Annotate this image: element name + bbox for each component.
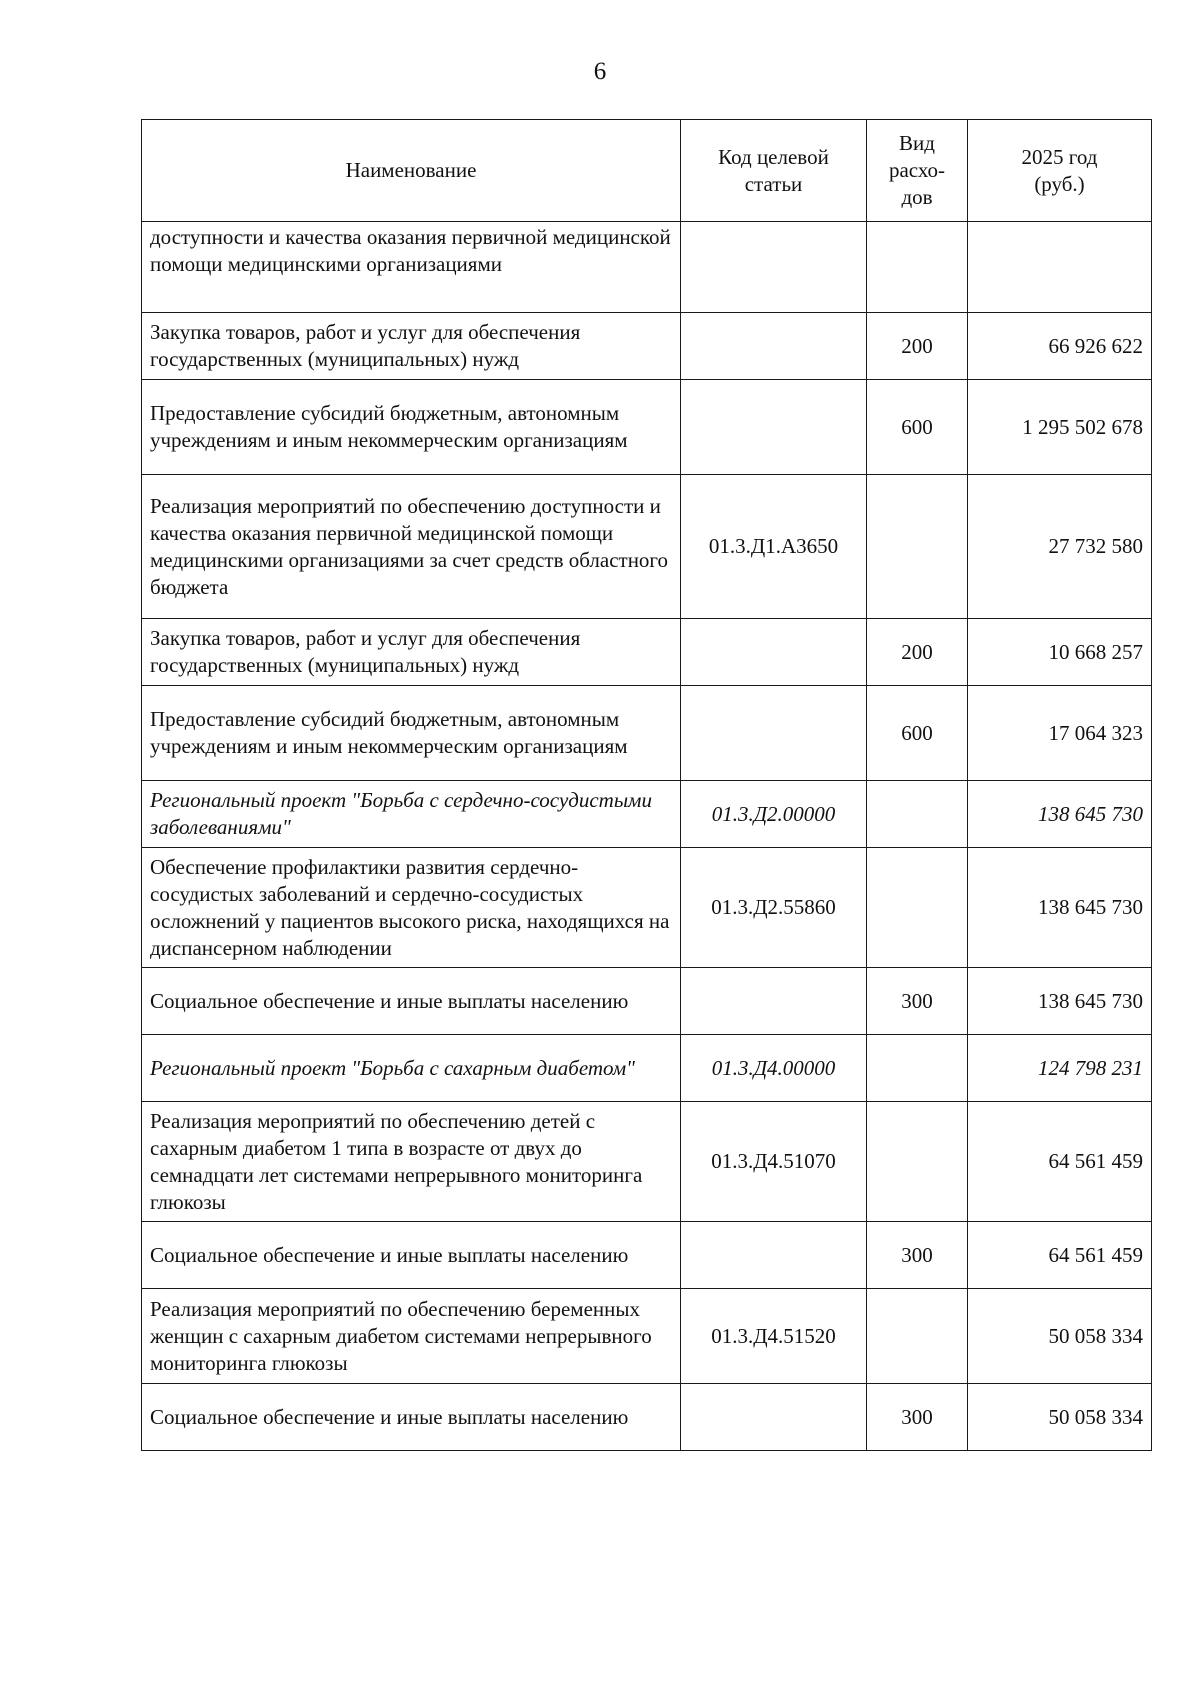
cell-name: Закупка товаров, работ и услуг для обеспечения государственных (муниципальных) нужд: [142, 313, 681, 380]
cell-name: Обеспечение профилактики развития сердечно-сосудистых заболеваний и сердечно-сосудистых осложнений у пациентов высокого риска, находящихся на диспансерном наблюдении: [142, 848, 681, 968]
cell-type: 600: [867, 380, 968, 475]
cell-type: [867, 781, 968, 848]
cell-code: 01.3.Д2.55860: [681, 848, 867, 968]
table-row: [142, 1035, 1152, 1102]
cell-code: 01.3.Д4.51520: [681, 1289, 867, 1384]
cell-sum: 27 732 580: [968, 475, 1152, 619]
cell-type: [867, 1102, 968, 1222]
cell-name: Предоставление субсидий бюджетным, автономным учреждениям и иным некоммерческим организациям: [142, 380, 681, 475]
cell-sum: 17 064 323: [968, 686, 1152, 781]
budget-table: [141, 119, 1152, 1451]
header-sum: 2025 год (руб.): [968, 120, 1152, 222]
cell-sum: 64 561 459: [968, 1102, 1152, 1222]
cell-code: [681, 619, 867, 686]
cell-sum: 50 058 334: [968, 1289, 1152, 1384]
cell-name: Социальное обеспечение и иные выплаты населению: [142, 1384, 681, 1451]
page-number: 6: [593, 58, 607, 85]
table-row: [142, 1222, 1152, 1289]
table-row: [142, 968, 1152, 1035]
table-row: [142, 619, 1152, 686]
cell-name: Социальное обеспечение и иные выплаты населению: [142, 1222, 681, 1289]
cell-type: 300: [867, 1222, 968, 1289]
header-code: Код целевой статьи: [681, 120, 867, 222]
cell-type: [867, 1289, 968, 1384]
cell-type: [867, 222, 968, 313]
cell-name: доступности и качества оказания первичной медицинской помощи медицинскими организациями: [142, 222, 681, 313]
cell-code: [681, 380, 867, 475]
header-type: Вид расхо- дов: [867, 120, 968, 222]
cell-sum: 1 295 502 678: [968, 380, 1152, 475]
table-header-row: [142, 120, 1152, 222]
cell-sum: 50 058 334: [968, 1384, 1152, 1451]
table-row: [142, 1102, 1152, 1222]
cell-name: Предоставление субсидий бюджетным, автономным учреждениям и иным некоммерческим организациям: [142, 686, 681, 781]
cell-sum: 138 645 730: [968, 848, 1152, 968]
table-row: [142, 380, 1152, 475]
cell-name: Реализация мероприятий по обеспечению беременных женщин с сахарным диабетом системами непрерывного мониторинга глюкозы: [142, 1289, 681, 1384]
cell-name: Социальное обеспечение и иные выплаты населению: [142, 968, 681, 1035]
cell-code: 01.3.Д4.51070: [681, 1102, 867, 1222]
cell-type: 200: [867, 619, 968, 686]
table-row: [142, 1289, 1152, 1384]
table-row: [142, 848, 1152, 968]
cell-type: 300: [867, 968, 968, 1035]
cell-sum: 138 645 730: [968, 968, 1152, 1035]
cell-type: 300: [867, 1384, 968, 1451]
cell-code: [681, 313, 867, 380]
cell-sum: 124 798 231: [968, 1035, 1152, 1102]
cell-code: [681, 222, 867, 313]
cell-name: Региональный проект "Борьба с сахарным диабетом": [142, 1035, 681, 1102]
cell-sum: 138 645 730: [968, 781, 1152, 848]
table-row: [142, 475, 1152, 619]
cell-code: 01.3.Д1.А3650: [681, 475, 867, 619]
cell-type: 200: [867, 313, 968, 380]
cell-sum: 66 926 622: [968, 313, 1152, 380]
cell-type: [867, 1035, 968, 1102]
cell-code: [681, 1384, 867, 1451]
table-row: [142, 313, 1152, 380]
cell-code: 01.3.Д4.00000: [681, 1035, 867, 1102]
cell-name: Реализация мероприятий по обеспечению детей с сахарным диабетом 1 типа в возрасте от двух до семнадцати лет системами непрерывного мониторинга глюкозы: [142, 1102, 681, 1222]
cell-code: [681, 686, 867, 781]
cell-name: Региональный проект "Борьба с сердечно-сосудистыми заболеваниями": [142, 781, 681, 848]
cell-sum: [968, 222, 1152, 313]
cell-sum: 64 561 459: [968, 1222, 1152, 1289]
cell-name: Реализация мероприятий по обеспечению доступности и качества оказания первичной медицинской помощи медицинскими организациями за счет средств областного бюджета: [142, 475, 681, 619]
table-row: [142, 1384, 1152, 1451]
cell-sum: 10 668 257: [968, 619, 1152, 686]
cell-type: [867, 475, 968, 619]
cell-code: [681, 968, 867, 1035]
cell-code: 01.3.Д2.00000: [681, 781, 867, 848]
table-row: [142, 686, 1152, 781]
cell-name: Закупка товаров, работ и услуг для обеспечения государственных (муниципальных) нужд: [142, 619, 681, 686]
header-name: Наименование: [142, 120, 681, 222]
table-row: [142, 781, 1152, 848]
table-row: [142, 222, 1152, 313]
cell-type: 600: [867, 686, 968, 781]
table-body: [142, 222, 1152, 1451]
cell-type: [867, 848, 968, 968]
cell-code: [681, 1222, 867, 1289]
